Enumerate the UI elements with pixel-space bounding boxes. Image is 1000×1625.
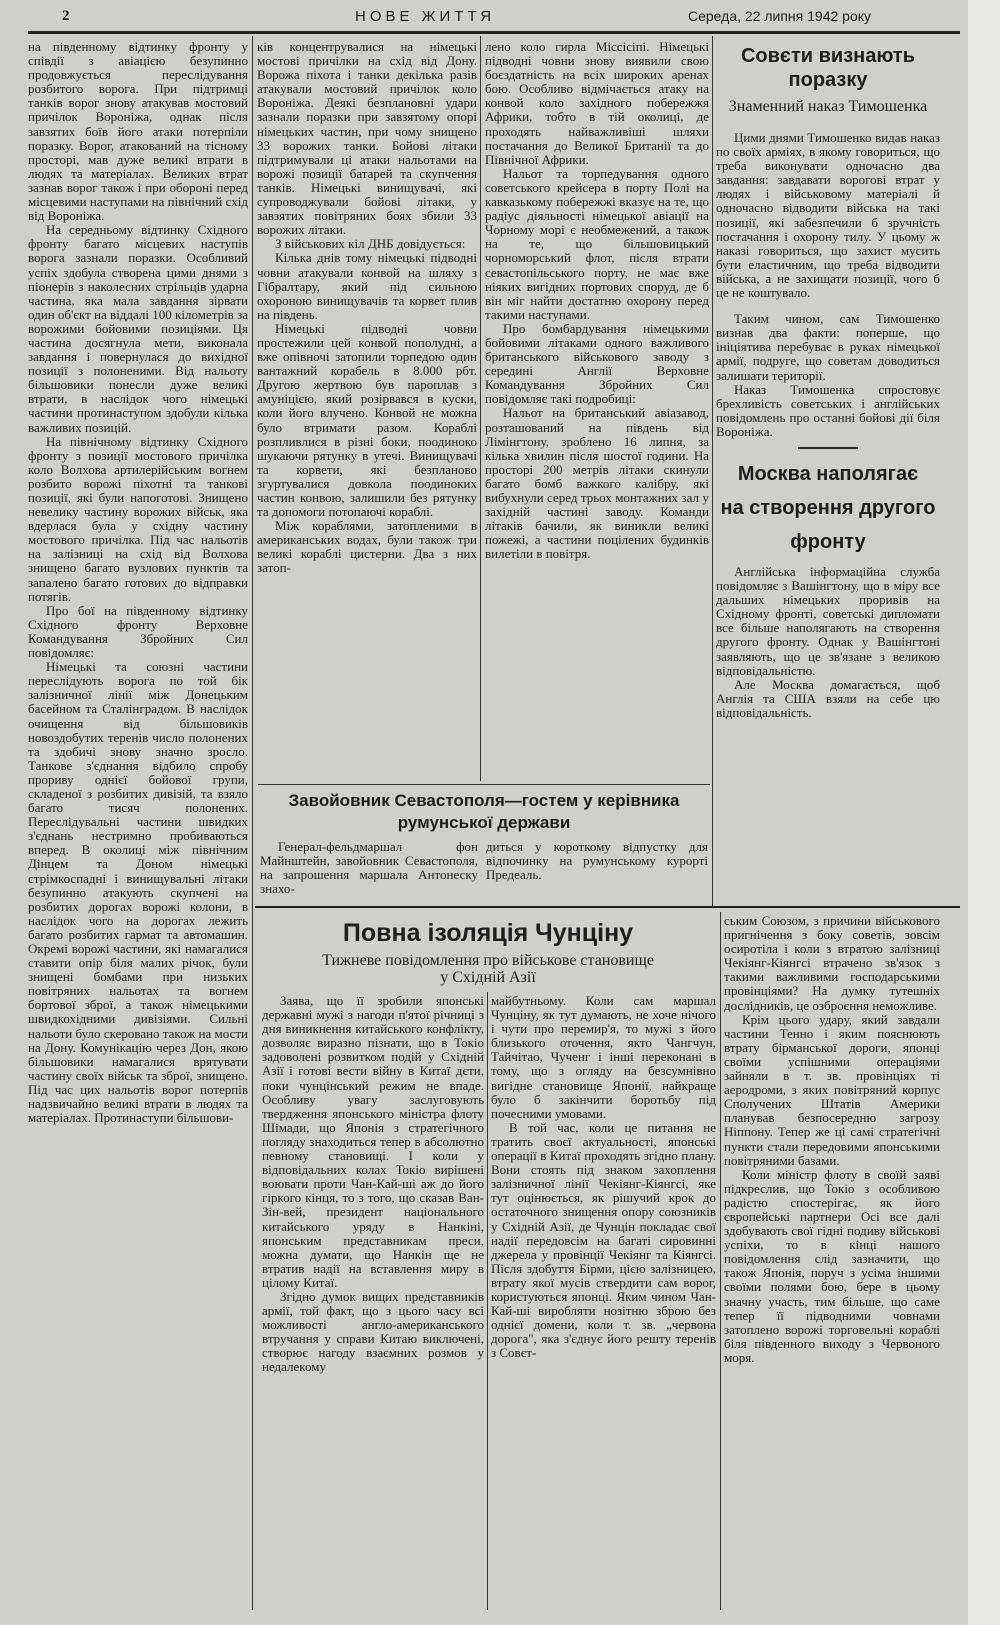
chuntsin-column-2	[491, 994, 716, 1360]
article-title-sevastopol	[258, 790, 710, 834]
paragraph: Наказ Тимошенка спростовує брехливість советських і англійських повідомлень про останні бойові дії біля Вороніжа.	[716, 381, 940, 439]
masthead: НОВЕ ЖИТТЯ	[355, 8, 496, 25]
title-line: на створення другого	[720, 496, 936, 519]
paragraph: Англійська інформаційна служба повідомляє з Вашінгтону, що в міру все дальших німецьких проривів на Східному фронті, советські дипломати все більше наполягають на створення другого фронту. Однак у Вашінгтоні заявляють, що це зв'язане з великою відповідальністю.	[716, 563, 940, 678]
section-rule	[258, 784, 710, 785]
column-divider	[480, 36, 481, 781]
paragraph: Згідно думок вищих представників армії, той факт, що з цього часу всі можливості англо-американського втручання у справи Китаю виключені, створює нагоду взаємних розмов у недалекому	[262, 1288, 484, 1375]
paragraph: Кілька днів тому німецькі підводні човни атакували конвой на шляху з Гібралтару, який під сильною охороною винищувачів та корвет плив на південь.	[257, 250, 477, 322]
column-3	[485, 40, 709, 561]
header-rule	[28, 31, 960, 34]
article-title: Совєти визнають поразку	[740, 45, 916, 91]
paragraph: на південному відтинку фронту у співдії з авіацією безупинно продовжується переслідування розбитого ворога. При підтримці танків ворог знову атакував мостовий причілок Вороніжа, однак після завзятих боїв його атаки потерпіли поразку. Ворог, атакований на тісному просторі, мав дуже великі втрати в людях та матеріалах. Великих втрат зазнав ворог також і при обороні перед місцевими наступами на північний схід від Вороніжа.	[28, 39, 248, 224]
column-divider	[720, 912, 721, 1610]
paragraph: диться у короткому відпустку для відпочинку на румунському курорті Предеаль.	[486, 839, 708, 883]
paragraph: Таким чином, сам Тимошенко визнав два факти: поперше, що ініціятива перебуває в руках німецької армії, подруге, що советам доводиться залишати території.	[716, 311, 940, 383]
subtitle-line: Тижневе повідомлення про військове становище	[322, 952, 654, 969]
paragraph: лено коло гирла Міссісіпі. Німецькі підводні човни знову виявили свою боєздатність на всіх широких аренах бою. Особливо відмічається атаку на конвой коло західного побережжя Африки, тобто в тій околиці, де проходять найважливіші шляхи постачання до Великої Британії та до Північної Африки.	[485, 39, 709, 167]
paragraph: З військових кіл ДНБ довідується:	[275, 236, 466, 252]
paragraph: Цими днями Тимошенко видав наказ по своїх арміях, в якому говориться, що треба виконувати одночасно два завдання: завдавати ворогові втрат у людях і військовому матеріалі й одночасно відводити війська на такі позиції, які забезпечили б зручність постачання і охорону тилу. У цьому ж наказі говориться, що захист мусить бути еластичним, що треба відводити війська, а не захищати позиції, чого б це не коштувало.	[716, 130, 940, 301]
paragraph: Про бої на південному відтинку Східного фронту Верховне Командування Збройних Сил повідомляє:	[28, 602, 248, 661]
paragraph: Крім цього удару, який завдали частини Тенно і яким пояснюють втрату бірманської дороги, японці своїми успішними операціями зайняли в т. зв. провінціях ті аеродроми, з яких повітряний корпус Сполучених Штатів Америки планував безпосередню загрозу Ніппону. Тепер же ці самі стратегічні пункти стали передовими японськими повітряними базами.	[724, 1011, 940, 1168]
title-line: Завойовник Севастополя—гостем у керівника	[288, 791, 680, 810]
paragraph: В той час, коли це питання не тратить своєї актуальності, японські операції в Китаї проходять згідно плану. Вони стоять під знаком захоплення залізничної лінії Чекіянг-Кіянгсі, яке тут оцінюється, як рішучий крок до остаточного знищення опору союзників у Східній Азії, де Чунцін покладає свої надії передовсім на багаті сировинні джерела у провінції Чекіянг та Кіянгсі. Після здобуття Бірми, цією залізницею, втрату якої мусів ствердити сам ворог, користуються японці. Яким чином Чан-Кай-ші виробляти нозітню зброю без однієї домени, коли т. зв. „червона дорога", яка з'єднує його решту теренів з Совєт-	[491, 1119, 716, 1361]
paragraph: Але Москва домагається, щоб Англія та США взяли на себе цю відповідальність.	[716, 676, 940, 720]
column-divider	[252, 36, 253, 1610]
paragraph: Між кораблями, затопленими в американських водах, були також три великі кораблі цистерни. Два з них затоп-	[257, 518, 477, 576]
subtitle-line: у Східній Азії	[440, 969, 536, 986]
paragraph: На північному відтинку Східного фронту з позиції мостового причілка коло Волхова артилерійським вогнем розбито ворожі піхотні та танкові позиції, які були напоготові. Знищено невелику частину ворожих військ, яка вдерлася була у східну частину мостового причілка. Під час нальотів на залізниці на схід від Волхова знищено багато вузлових пунктів та запалено багато готових до відправки потягів.	[28, 433, 248, 604]
column-2	[257, 40, 477, 576]
paragraph: Німецькі та союзні частини переслідують ворога по той бік залізничної лінії між Донецьким басейном та Сталінградом. В наслідок очищення від більшовиків новоздобутих теренів число полонених та здобичі знову значно зросло. Танкове з'єднання відбило спробу прориву однієї бойової групи, складеної з розбитих дивізій, та взяло багато тисяч полонених. Переслідувальні частини швидких з'єднань нестримно пробиваються вперед. В околиці між північним Дінцем та Доном німецькі стрімкоспадні і винищувальні літаки безупинно атакують скупчені на розбитих дорогах ворожі колони, в наслідок чого на дорогах лежить багато розбитих гармат та автомашин. Окремі ворожі частини, які намагалися ставити опір біля малих річок, були знищені бомбами при низьких повітряних нальотах та вогнем бортової зброї, а також німецькими швидкохідними дивізіями. Сильні нальоти було скеровано також на мости на Дону. Комунікацію через Дон, якою більшовики намагалися врятувати частину своїх військ та зброї, знищено. Під час цих нальотів ворог потерпів надзвичайно великі втрати в людях та матеріалах. Протинаступи більшови-	[28, 659, 248, 1126]
paragraph: На середньому відтинку Східного фронту багато місцевих наступів ворога зазнали поразки. Особливий успіх здобула створена цими днями з піонерів з наколесних стрільців ударна частина, яка мала завдання зірвати один об'єкт на віддалі 100 кілометрів за ворожими бойовими позиціями. Ця частина досягнула мети, виконала завдання і повернулася до вихідної позиції з полоненими. Від нальоту більшовики понесли дуже великі втрати, в наслідок чого німецькі частини протинаступом здобули кілька важливих позицій.	[28, 222, 248, 435]
title-line: румунської держави	[397, 813, 571, 832]
article-sovety	[716, 44, 940, 720]
paragraph: Німецькі підводні човни простежили цей конвой пополудні, а вже опівночі затопили торпедою один вантажний корабель в 8.000 рбт. Другою жертвою був пароплав з амуніцією, який розірвався в куски, коли його влучено. Конвой не можна було втримати разом. Кораблі розпливлися в різні боки, поодиноко шукаючи рятунку в утечі. Винищувачі та корвети, які безпланово згуртувалися довкола поодиноких частин конвою, залишили без рятунку та допомоги потопаючі кораблі.	[257, 320, 477, 520]
column-divider	[712, 36, 713, 906]
sevastopol-right	[486, 840, 708, 882]
paragraph: Про бомбардування німецькими бойовими літаками одного важливого британського військового заводу з середині Англії Верховне Командування Збройних Сил повідомляє такі подробиці:	[485, 320, 709, 407]
article-subtitle: Знаменний наказ Тимошенка	[728, 98, 928, 115]
column-1	[28, 40, 248, 1125]
divider	[798, 447, 858, 449]
paragraph: Нальот на британський авіазавод, розташований на південь від Лімінгтону, зроблено 16 липня, за кілька хвилин після шостої години. На просторі 200 метрів літаки скинули багато бомб важкого калібру, які вибухнули серед трьох монтажних зал у західній частині заводу. Команди літаків бачили, як виникли великі пожежі, а частини поцілених будинків вилетіли в повітря.	[485, 405, 709, 562]
section-rule	[255, 906, 960, 908]
chuntsin-column-3	[724, 914, 940, 1365]
article-title-moskva	[716, 457, 940, 559]
paragraph: Генерал-фельдмаршал фон Майнштейн, завойовник Севастополя, на запрошення маршала Антонеску знахо-	[260, 839, 478, 897]
paragraph: ків концентрувалися на німецькі мостові причілки на схід від Дону. Ворожа піхота і танки декілька разів атакували мостовий причілок коло Вороніжа. Деякі безплановні удари зазнали поразки при завзятому опорі німецьких частин, при чому знищено 33 ворожих танки. Бойові літаки підтримували ці атаки нальотами на ворожі позиції батарей та скупчення танків. Німецькі винищувачі, які супроводжували бойові літаки, у завзятих повітряних боях збили 33 ворожих літаки.	[257, 39, 477, 238]
page-number: 2	[62, 8, 70, 24]
article-subtitle	[258, 952, 718, 986]
issue-date: Середа, 22 липня 1942 року	[688, 8, 872, 24]
article-title-chuntsin: Повна ізоляція Чунціну	[342, 919, 634, 947]
paragraph: Коли міністр флоту в своїй заяві підкреслив, що Токіо з особливою радістю спостерігає, як його європейські партнери Осі все далі здобувають свої гідні подиву військові успіхи, то в кінці нашого повідомлення слід зазначити, що також Японія, поруч з усіма іншими своїми полями бою, бере в цьому значну участь, тим більше, що саме тепер її підводними човнами затоплено ворожі торговельні кораблі біля південного виходу з Червоного моря.	[724, 1166, 940, 1365]
paragraph: майбутньому. Коли сам маршал Чунціну, як тут думають, не хоче нічого і чути про перемир'я, то мужі з його близького оточення, якто Чангчун, Тайчітао, Чученг і інші переконані в тому, що з огляду на безсумнівно вигідне становище Японії, найкраще було б закінчити боротьбу під почесними умовами.	[491, 993, 716, 1121]
title-line: фронту	[790, 530, 866, 553]
title-line: Москва наполягає	[737, 462, 919, 485]
paragraph: Нальот та торпедування одного советського крейсера в порту Полі на кавказькому побережжі вказує на те, що радіус діяльності німецької авіації на Чорному морі є необмежений, а також на те, що більшовицький чорноморський флот, після втрати севастопільського порту, не має вже ніяких вигідних портових споруд, де б він міг найти достатню охорону перед такими наступами.	[485, 165, 709, 322]
column-divider	[487, 992, 488, 1610]
paragraph: ським Союзом, з причини військового пригнічення з боку советів, зовсім осиротіла і коли з втратою залізниці Чекіянг-Кіянгсі втрачено зв'язок з такими важливими господарськими провінціями? На думку тутешніх дослідників, це озброєння неможливе.	[724, 913, 940, 1013]
sevastopol-left	[260, 840, 478, 896]
page-edge	[968, 0, 1000, 1625]
chuntsin-column-1	[262, 994, 484, 1375]
paragraph: Заява, що її зробили японські державні мужі з нагоди п'ятої річниці з дня виникнення китайського конфлікту, дозволяє виразно пізнати, що в Токіо задоволені розвитком подій у Східній Азії і готові вести війну в Китаї дєти, поки чунцінський режим не впаде. Особливу увагу заслуговують твердження японського міністра флоту Шімади, що Японія з стратегічного погляду знаходиться тепер в абсолютно певному становищі. І коли у відповідальних колах Токіо вирішені воювати проти Чан-Кай-ші аж до його гіркого кінця, то з того, що сказав Ван-Зін-вей, президент національного китайського уряду в Нанкіні, японським представникам преси, можна думати, що Нанкін ще не втратив надії на вставлення миру в цілому Китаї.	[262, 993, 484, 1290]
